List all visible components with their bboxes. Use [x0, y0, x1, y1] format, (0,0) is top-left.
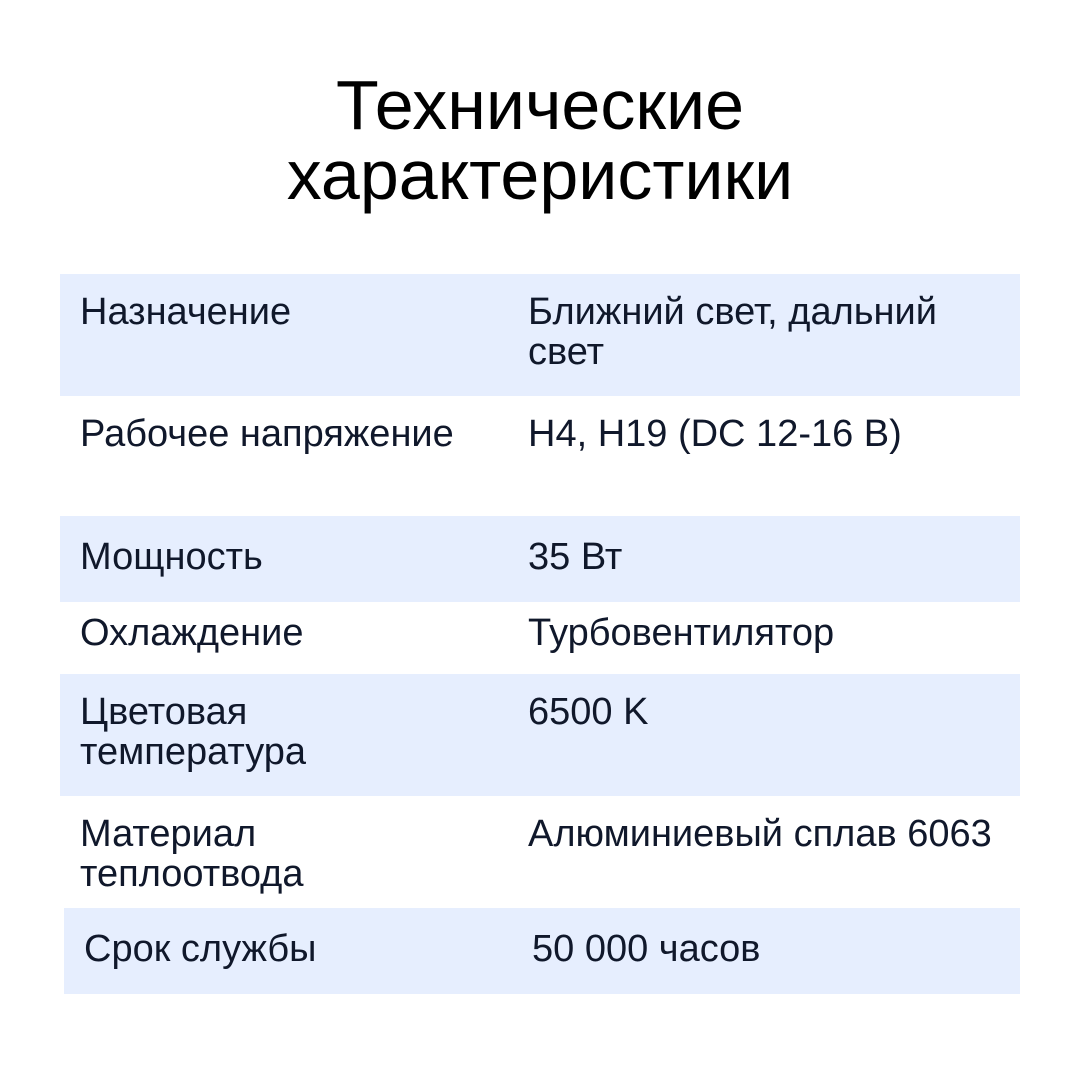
- spec-value: 6500 K: [528, 691, 649, 733]
- spec-label: Мощность: [80, 536, 263, 578]
- spec-row-purpose: [60, 274, 1020, 396]
- spec-value: 35 Вт: [528, 536, 623, 578]
- specs-table: [60, 274, 1020, 994]
- spec-label: Материал теплоотвода: [80, 813, 304, 895]
- spec-label: Срок службы: [84, 928, 317, 970]
- page-title: [0, 66, 1080, 214]
- spec-row-cooling: [60, 602, 1020, 674]
- spec-label: Цветовая температура: [80, 691, 307, 773]
- spec-label: Рабочее напряжение: [80, 413, 454, 455]
- spec-label: Охлаждение: [80, 612, 304, 654]
- spec-row-color-temperature: [60, 674, 1020, 796]
- spec-value: Турбовентилятор: [528, 612, 835, 654]
- spec-value: H4, H19 (DC 12-16 В): [528, 413, 902, 455]
- spec-label: Назначение: [80, 291, 292, 333]
- page-title-line-1: Технические: [335, 66, 745, 144]
- spec-value: Ближний свет, дальний свет: [528, 291, 937, 373]
- spec-value: 50 000 часов: [532, 928, 761, 970]
- spec-row-heatsink-material: [60, 796, 1020, 908]
- spec-row-power: [60, 516, 1020, 602]
- spec-row-service-life: [64, 908, 1020, 994]
- spec-value: Алюминиевый сплав 6063: [528, 813, 992, 855]
- page-title-line-2: характеристики: [286, 136, 794, 214]
- spec-row-voltage: [60, 396, 1020, 516]
